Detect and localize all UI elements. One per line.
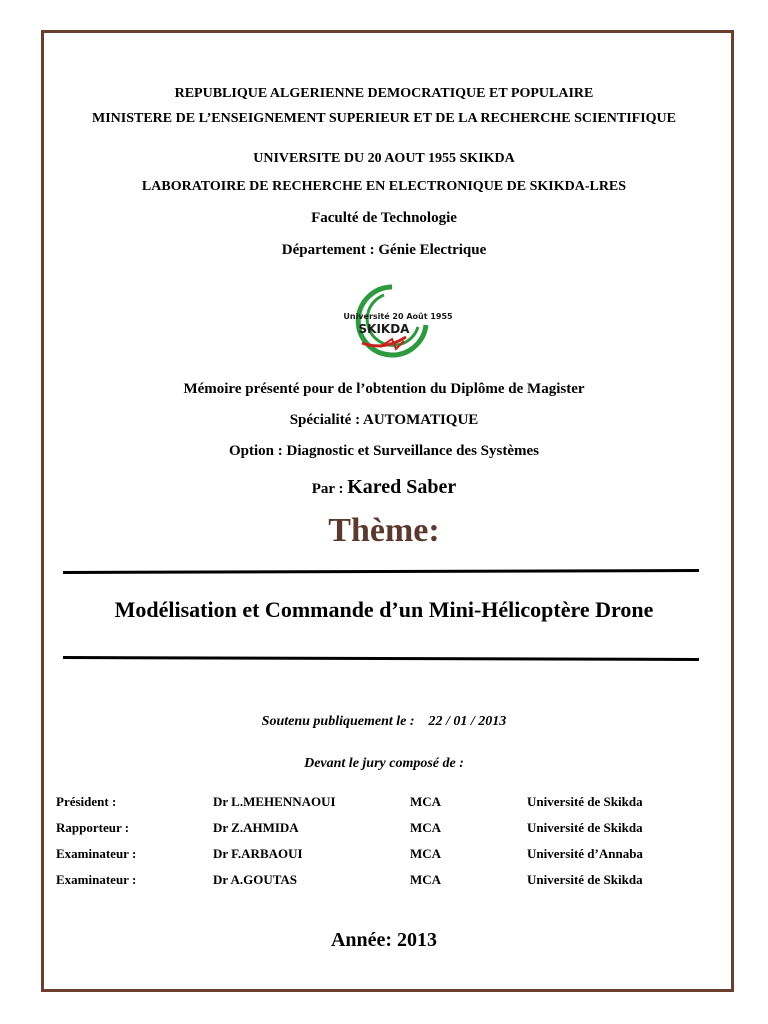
jury-grade: MCA [410, 794, 442, 809]
author-line [0, 476, 768, 499]
jury-table [0, 794, 768, 898]
jury-row [0, 846, 768, 872]
jury-name: Dr F.ARBAOUI [213, 846, 303, 861]
jury-row [0, 820, 768, 846]
option-line: Option : Diagnostic et Surveillance des Systèmes [229, 443, 539, 459]
laboratory-heading: LABORATOIRE DE RECHERCHE EN ELECTRONIQUE DE SKIKDA-LRES [141, 179, 627, 194]
jury-university: Université d’Annaba [527, 846, 643, 861]
logo-name: SKIKDA [358, 322, 410, 336]
jury-university: Université de Skikda [527, 794, 643, 809]
theme-label: Thème: [328, 512, 440, 549]
defense-line [0, 714, 768, 730]
jury-grade: MCA [410, 872, 442, 887]
thesis-title: Modélisation et Commande d’un Mini-Hélicoptère Drone [114, 597, 654, 622]
jury-row [0, 794, 768, 820]
defended-label: Soutenu publiquement le : [261, 714, 415, 729]
jury-name: Dr Z.AHMIDA [213, 820, 299, 835]
logo-arc-text: Université 20 Août 1955 [343, 312, 453, 321]
author-name: Kared Saber [347, 476, 457, 498]
jury-role: Examinateur : [56, 846, 137, 861]
jury-name: Dr L.MEHENNAOUI [213, 794, 336, 809]
jury-grade: MCA [410, 846, 442, 861]
jury-university: Université de Skikda [527, 820, 643, 835]
year-line: Année: 2013 [330, 929, 438, 951]
jury-row [0, 872, 768, 898]
specialty-line: Spécialité : AUTOMATIQUE [289, 412, 479, 428]
jury-name: Dr A.GOUTAS [213, 872, 298, 887]
ministry-heading: MINISTERE DE L’ENSEIGNEMENT SUPERIEUR ET DE LA RECHERCHE SCIENTIFIQUE [91, 111, 676, 126]
memoire-statement: Mémoire présenté pour de l’obtention du Diplôme de Magister [183, 381, 585, 397]
par-label: Par : [311, 481, 348, 497]
jury-role: Président : [56, 794, 117, 809]
defense-date: 22 / 01 / 2013 [428, 714, 507, 729]
jury-intro: Devant le jury composé de : [304, 756, 464, 771]
department-heading: Département : Génie Electrique [281, 242, 487, 258]
faculty-heading: Faculté de Technologie [311, 210, 457, 226]
jury-university: Université de Skikda [527, 872, 643, 887]
university-heading: UNIVERSITE DU 20 AOUT 1955 SKIKDA [253, 151, 515, 166]
university-logo [322, 281, 462, 361]
jury-role: Rapporteur : [56, 820, 130, 835]
republic-heading: REPUBLIQUE ALGERIENNE DEMOCRATIQUE ET POPULAIRE [174, 86, 594, 101]
jury-role: Examinateur : [56, 872, 137, 887]
jury-grade: MCA [410, 820, 442, 835]
